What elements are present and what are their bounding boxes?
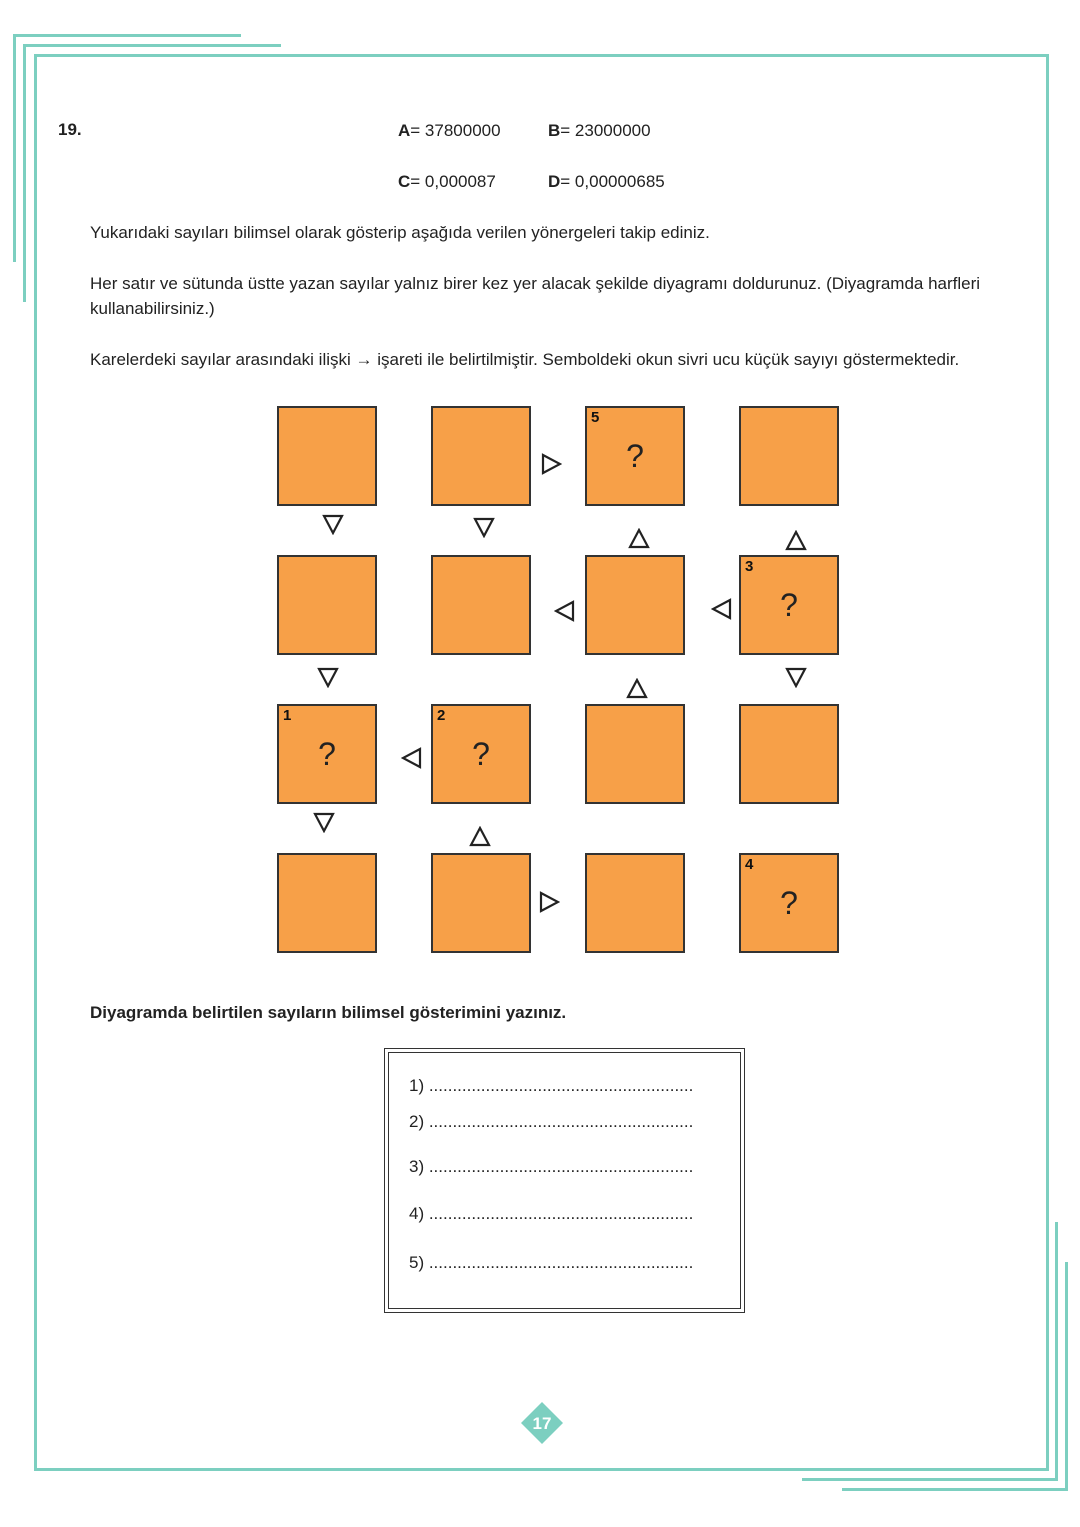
answer-line-1[interactable]: 1) ........................................................: [409, 1076, 694, 1095]
triangle-up-icon: [469, 826, 491, 848]
triangle-up-icon: [628, 528, 650, 550]
grid-cell[interactable]: 3 ?: [739, 555, 839, 655]
triangle-down-icon: [473, 516, 495, 538]
grid-cell[interactable]: 1 ?: [277, 704, 377, 804]
grid-cell[interactable]: [277, 406, 377, 506]
value-d: D= 0,00000685: [548, 172, 665, 191]
triangle-up-icon: [626, 678, 648, 700]
answer-line-2[interactable]: 2) ........................................................: [409, 1112, 694, 1131]
answer-line-4[interactable]: 4) ........................................................: [409, 1204, 694, 1223]
answer-line-3[interactable]: 3) ........................................................: [409, 1157, 694, 1176]
instruction-paragraph-2: Her satır ve sütunda üstte yazan sayılar yalnız birer kez yer alacak şekilde diyagramı doldurunuz. (Diyagramda harfleri kullanabilirsiniz.): [90, 274, 981, 318]
triangle-left-icon: [401, 747, 423, 769]
page-number-badge: [521, 1402, 563, 1444]
grid-cell[interactable]: 2 ?: [431, 704, 531, 804]
grid-cell[interactable]: [431, 853, 531, 953]
value-c: C= 0,000087: [398, 172, 496, 191]
answer-instruction: Diyagramda belirtilen sayıların bilimsel gösterimini yazınız.: [90, 1003, 567, 1022]
page-number: 17: [532, 1414, 552, 1433]
triangle-down-icon: [317, 666, 339, 688]
grid-cell[interactable]: [431, 406, 531, 506]
answer-box: [384, 1048, 745, 1313]
grid-cell[interactable]: [739, 704, 839, 804]
triangle-down-icon: [313, 811, 335, 833]
grid-cell[interactable]: [431, 555, 531, 655]
triangle-right-icon: [538, 891, 560, 913]
question-number: 19.: [58, 120, 82, 139]
grid-cell[interactable]: [585, 704, 685, 804]
triangle-down-icon: [322, 513, 344, 535]
value-b: B= 23000000: [548, 121, 651, 140]
grid-cell[interactable]: [585, 555, 685, 655]
triangle-left-icon: [554, 600, 576, 622]
value-a: A= 37800000: [398, 121, 501, 140]
answer-line-5[interactable]: 5) ........................................................: [409, 1253, 694, 1272]
grid-cell[interactable]: [277, 853, 377, 953]
instruction-paragraph-3: Karelerdeki sayılar arasındaki ilişki → işareti ile belirtilmiştir. Semboldeki okun sivri ucu küçük sayıyı göstermektedir.: [90, 350, 960, 369]
triangle-down-icon: [785, 666, 807, 688]
grid-cell[interactable]: [277, 555, 377, 655]
triangle-up-icon: [785, 530, 807, 552]
grid-cell[interactable]: 4 ?: [739, 853, 839, 953]
grid-cell[interactable]: 5 ?: [585, 406, 685, 506]
grid-cell[interactable]: [585, 853, 685, 953]
instruction-paragraph-1: Yukarıdaki sayıları bilimsel olarak gösterip aşağıda verilen yönergeleri takip ediniz.: [90, 223, 710, 242]
triangle-left-icon: [711, 598, 733, 620]
triangle-right-icon: [540, 453, 562, 475]
grid-cell[interactable]: [739, 406, 839, 506]
